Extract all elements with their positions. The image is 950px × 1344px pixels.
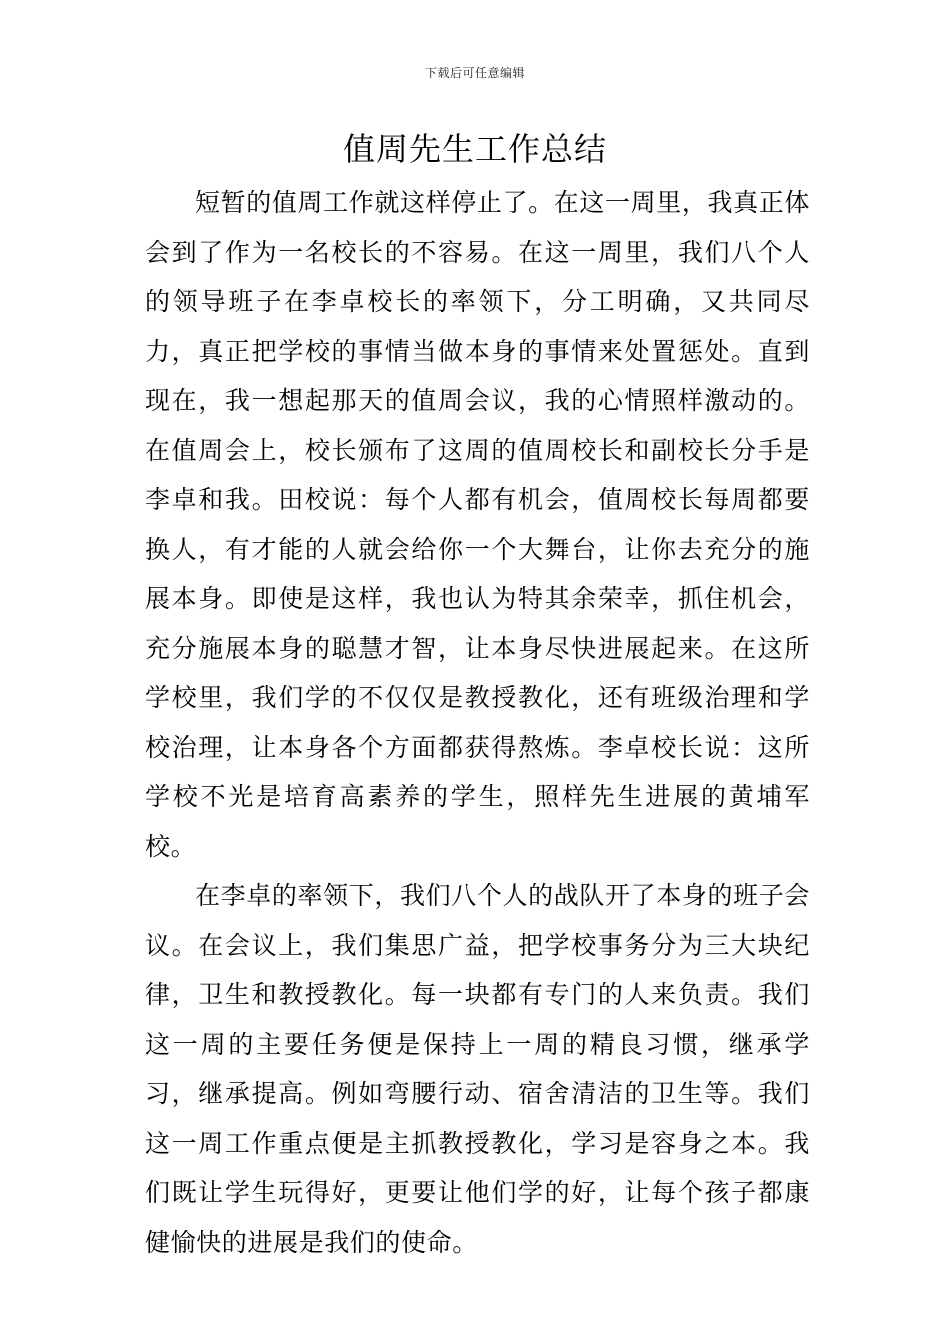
header-note: 下载后可任意编辑 (424, 66, 525, 80)
document-title: 值周先生工作总结 (342, 130, 607, 168)
paragraph-2: 在李卓的率领下，我们八个人的战队开了本身的班子会议。在会议上，我们集思广益，把学校事务分为三大块纪律，卫生和教授教化。每一块都有专门的人来负责。我们这一周的主要任务便是保持上一周的精良习惯，继承学习，继承提高。例如弯腰行动、宿舍清洁的卫生等。我们这一周工作重点便是主抓教授教化，学习是容身之本。我们既让学生玩得好，更要让他们学的好，让每个孩子都康健愉快的进展是我们的使命。 (145, 881, 810, 1257)
document-body (145, 178, 810, 1267)
paragraph-1: 短暂的值周工作就这样停止了。在这一周里，我真正体会到了作为一名校长的不容易。在这一周里，我们八个人的领导班子在李卓校长的率领下，分工明确，又共同尽力，真正把学校的事情当做本身的事情来处置惩处。直到现在，我一想起那天的值周会议，我的心情照样激动的。在值周会上，校长颁布了这周的值周校长和副校长分手是李卓和我。田校说：每个人都有机会，值周校长每周都要换人，有才能的人就会给你一个大舞台，让你去充分的施展本身。即使是这样，我也认为特其余荣幸，抓住机会，充分施展本身的聪慧才智，让本身尽快进展起来。在这所学校里，我们学的不仅仅是教授教化，还有班级治理和学校治理，让本身各个方面都获得熬炼。李卓校长说：这所学校不光是培育高素养的学生，照样先生进展的黄埔军校。 (145, 188, 810, 861)
